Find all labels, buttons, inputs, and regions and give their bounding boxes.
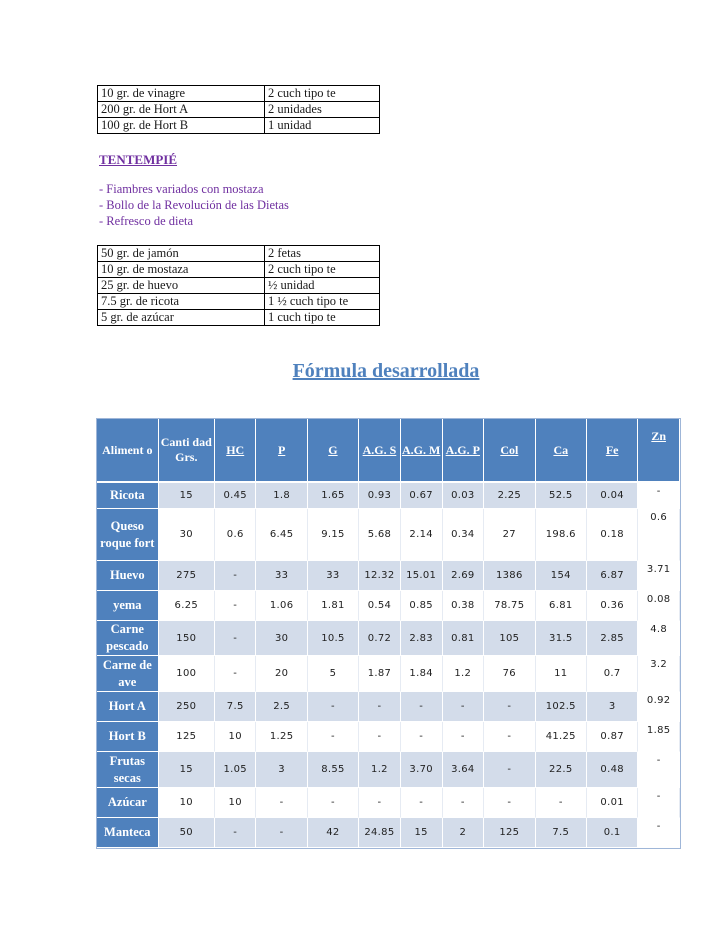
value-cell: 10	[215, 788, 257, 818]
value-cell: 0.18	[587, 509, 638, 561]
value-cell: 6.81	[536, 591, 587, 621]
column-header: Col	[484, 419, 535, 483]
snack-item: - Bollo de la Revolución de las Dietas	[99, 198, 289, 212]
column-header: G	[308, 419, 359, 483]
value-cell: 1.2	[359, 752, 401, 788]
table-row	[97, 621, 680, 656]
measures-table-snack	[97, 245, 380, 326]
value-cell: 125	[159, 722, 215, 752]
measure-portion: ½ unidad	[265, 278, 380, 294]
value-cell: 3	[256, 752, 307, 788]
value-cell: 0.48	[587, 752, 638, 788]
measure-amount: 50 gr. de jamón	[98, 246, 265, 262]
snack-item: - Fiambres variados con mostaza	[99, 182, 264, 196]
table-row	[97, 692, 680, 722]
measure-row	[98, 246, 380, 262]
value-cell: -	[359, 722, 401, 752]
column-header: P	[256, 419, 307, 483]
measure-portion: 1 unidad	[265, 118, 380, 134]
zinc-cell: 0.92	[638, 692, 680, 722]
zinc-cell: 1.85	[638, 722, 680, 752]
measure-row	[98, 118, 380, 134]
value-cell: 0.81	[443, 621, 485, 656]
value-cell: 0.72	[359, 621, 401, 656]
value-cell: 0.36	[587, 591, 638, 621]
food-name: Azúcar	[97, 788, 159, 818]
value-cell: 0.7	[587, 656, 638, 692]
column-header: A.G. P	[443, 419, 485, 483]
table-row	[97, 752, 680, 788]
measures-table-snack-body	[98, 246, 380, 326]
value-cell: 1.81	[308, 591, 359, 621]
value-cell: 1.87	[359, 656, 401, 692]
zinc-cell: -	[638, 483, 680, 509]
value-cell: -	[215, 818, 257, 848]
value-cell: -	[484, 788, 535, 818]
measure-amount: 100 gr. de Hort B	[98, 118, 265, 134]
formula-title	[0, 360, 728, 383]
value-cell: 0.6	[215, 509, 257, 561]
nutrition-table	[96, 418, 681, 849]
value-cell: 198.6	[536, 509, 587, 561]
value-cell: 2.5	[256, 692, 307, 722]
value-cell: 0.87	[587, 722, 638, 752]
column-header: Canti dad Grs.	[159, 419, 215, 483]
measure-portion: 1 cuch tipo te	[265, 310, 380, 326]
value-cell: 0.1	[587, 818, 638, 848]
food-name: Huevo	[97, 561, 159, 591]
food-name: Hort A	[97, 692, 159, 722]
zinc-cell: 3.71	[638, 561, 680, 591]
value-cell: -	[536, 788, 587, 818]
value-cell: 0.54	[359, 591, 401, 621]
value-cell: -	[443, 692, 485, 722]
zinc-cell: -	[638, 788, 680, 818]
food-name: Queso roque fort	[97, 509, 159, 561]
value-cell: 5.68	[359, 509, 401, 561]
food-name: Ricota	[97, 483, 159, 509]
value-cell: -	[484, 722, 535, 752]
measures-table-top	[97, 85, 380, 134]
value-cell: 1.05	[215, 752, 257, 788]
value-cell: 102.5	[536, 692, 587, 722]
value-cell: -	[256, 788, 307, 818]
measure-portion: 2 fetas	[265, 246, 380, 262]
zinc-cell: 4.8	[638, 621, 680, 656]
value-cell: 30	[256, 621, 307, 656]
table-row	[97, 722, 680, 752]
value-cell: 2.25	[484, 483, 535, 509]
value-cell: 0.67	[401, 483, 443, 509]
value-cell: 100	[159, 656, 215, 692]
food-name: Carne de ave	[97, 656, 159, 692]
value-cell: 2.85	[587, 621, 638, 656]
table-row	[97, 788, 680, 818]
measure-row	[98, 278, 380, 294]
table-row	[97, 509, 680, 561]
value-cell: 30	[159, 509, 215, 561]
value-cell: -	[308, 722, 359, 752]
nutrition-table-head	[97, 419, 680, 483]
measure-row	[98, 310, 380, 326]
value-cell: 2	[443, 818, 485, 848]
value-cell: -	[215, 561, 257, 591]
value-cell: 8.55	[308, 752, 359, 788]
value-cell: -	[256, 818, 307, 848]
value-cell: 1.06	[256, 591, 307, 621]
column-header: Aliment o	[97, 419, 159, 483]
zinc-cell: -	[638, 818, 680, 848]
value-cell: 2.69	[443, 561, 485, 591]
measure-amount: 10 gr. de mostaza	[98, 262, 265, 278]
measure-row	[98, 102, 380, 118]
measure-amount: 5 gr. de azúcar	[98, 310, 265, 326]
value-cell: 33	[256, 561, 307, 591]
value-cell: 0.93	[359, 483, 401, 509]
value-cell: 15	[159, 752, 215, 788]
measure-row	[98, 86, 380, 102]
value-cell: 42	[308, 818, 359, 848]
value-cell: 11	[536, 656, 587, 692]
value-cell: 52.5	[536, 483, 587, 509]
measure-portion: 2 unidades	[265, 102, 380, 118]
value-cell: 1.25	[256, 722, 307, 752]
value-cell: 1.2	[443, 656, 485, 692]
value-cell: 7.5	[215, 692, 257, 722]
value-cell: -	[308, 692, 359, 722]
measure-amount: 200 gr. de Hort A	[98, 102, 265, 118]
value-cell: 3.70	[401, 752, 443, 788]
value-cell: 5	[308, 656, 359, 692]
food-name: Carne pescado	[97, 621, 159, 656]
nutrition-table-body	[97, 483, 680, 848]
value-cell: 0.01	[587, 788, 638, 818]
food-name: Frutas secas	[97, 752, 159, 788]
zinc-cell: 0.08	[638, 591, 680, 621]
value-cell: 3	[587, 692, 638, 722]
measure-row	[98, 262, 380, 278]
value-cell: 0.45	[215, 483, 257, 509]
table-row	[97, 591, 680, 621]
value-cell: 15	[401, 818, 443, 848]
value-cell: 6.25	[159, 591, 215, 621]
column-header: Zn	[638, 419, 680, 483]
value-cell: 27	[484, 509, 535, 561]
value-cell: 105	[484, 621, 535, 656]
column-header: A.G. M	[401, 419, 443, 483]
value-cell: 2.83	[401, 621, 443, 656]
value-cell: 78.75	[484, 591, 535, 621]
value-cell: 0.38	[443, 591, 485, 621]
value-cell: 10.5	[308, 621, 359, 656]
value-cell: -	[215, 656, 257, 692]
value-cell: -	[401, 722, 443, 752]
value-cell: 24.85	[359, 818, 401, 848]
zinc-cell: 0.6	[638, 509, 680, 561]
snack-item: - Refresco de dieta	[99, 214, 194, 228]
value-cell: -	[359, 788, 401, 818]
value-cell: -	[359, 692, 401, 722]
value-cell: -	[401, 788, 443, 818]
value-cell: 10	[159, 788, 215, 818]
table-row	[97, 818, 680, 848]
value-cell: -	[484, 692, 535, 722]
formula-title-text: Fórmula desarrollada	[292, 360, 480, 382]
column-header: A.G. S	[359, 419, 401, 483]
value-cell: 0.34	[443, 509, 485, 561]
column-header: HC	[215, 419, 257, 483]
measures-table-top-body	[98, 86, 380, 134]
value-cell: 2.14	[401, 509, 443, 561]
food-name: yema	[97, 591, 159, 621]
value-cell: -	[215, 591, 257, 621]
value-cell: 1.8	[256, 483, 307, 509]
value-cell: 0.04	[587, 483, 638, 509]
value-cell: 0.85	[401, 591, 443, 621]
value-cell: 0.03	[443, 483, 485, 509]
value-cell: 154	[536, 561, 587, 591]
value-cell: 31.5	[536, 621, 587, 656]
value-cell: -	[443, 788, 485, 818]
value-cell: -	[484, 752, 535, 788]
food-name: Manteca	[97, 818, 159, 848]
zinc-cell: -	[638, 752, 680, 788]
value-cell: 76	[484, 656, 535, 692]
measure-portion: 2 cuch tipo te	[265, 86, 380, 102]
value-cell: 6.87	[587, 561, 638, 591]
value-cell: 1.84	[401, 656, 443, 692]
value-cell: 275	[159, 561, 215, 591]
snack-heading: TENTEMPIÉ	[99, 152, 178, 167]
value-cell: 33	[308, 561, 359, 591]
value-cell: 6.45	[256, 509, 307, 561]
table-row	[97, 483, 680, 509]
measure-amount: 25 gr. de huevo	[98, 278, 265, 294]
value-cell: 22.5	[536, 752, 587, 788]
value-cell: 50	[159, 818, 215, 848]
value-cell: 1.65	[308, 483, 359, 509]
value-cell: 7.5	[536, 818, 587, 848]
value-cell: 20	[256, 656, 307, 692]
value-cell: 3.64	[443, 752, 485, 788]
measure-row	[98, 294, 380, 310]
table-row	[97, 656, 680, 692]
value-cell: -	[215, 621, 257, 656]
value-cell: -	[401, 692, 443, 722]
value-cell: 15	[159, 483, 215, 509]
value-cell: 125	[484, 818, 535, 848]
value-cell: 9.15	[308, 509, 359, 561]
value-cell: -	[308, 788, 359, 818]
food-name: Hort B	[97, 722, 159, 752]
table-row	[97, 561, 680, 591]
value-cell: 12.32	[359, 561, 401, 591]
column-header: Ca	[536, 419, 587, 483]
measure-amount: 7.5 gr. de ricota	[98, 294, 265, 310]
value-cell: 150	[159, 621, 215, 656]
value-cell: 250	[159, 692, 215, 722]
column-header: Fe	[587, 419, 638, 483]
value-cell: 41.25	[536, 722, 587, 752]
value-cell: 10	[215, 722, 257, 752]
measure-portion: 1 ½ cuch tipo te	[265, 294, 380, 310]
value-cell: 15.01	[401, 561, 443, 591]
zinc-cell: 3.2	[638, 656, 680, 692]
measure-amount: 10 gr. de vinagre	[98, 86, 265, 102]
value-cell: -	[443, 722, 485, 752]
value-cell: 1386	[484, 561, 535, 591]
snack-list	[99, 181, 289, 229]
measure-portion: 2 cuch tipo te	[265, 262, 380, 278]
